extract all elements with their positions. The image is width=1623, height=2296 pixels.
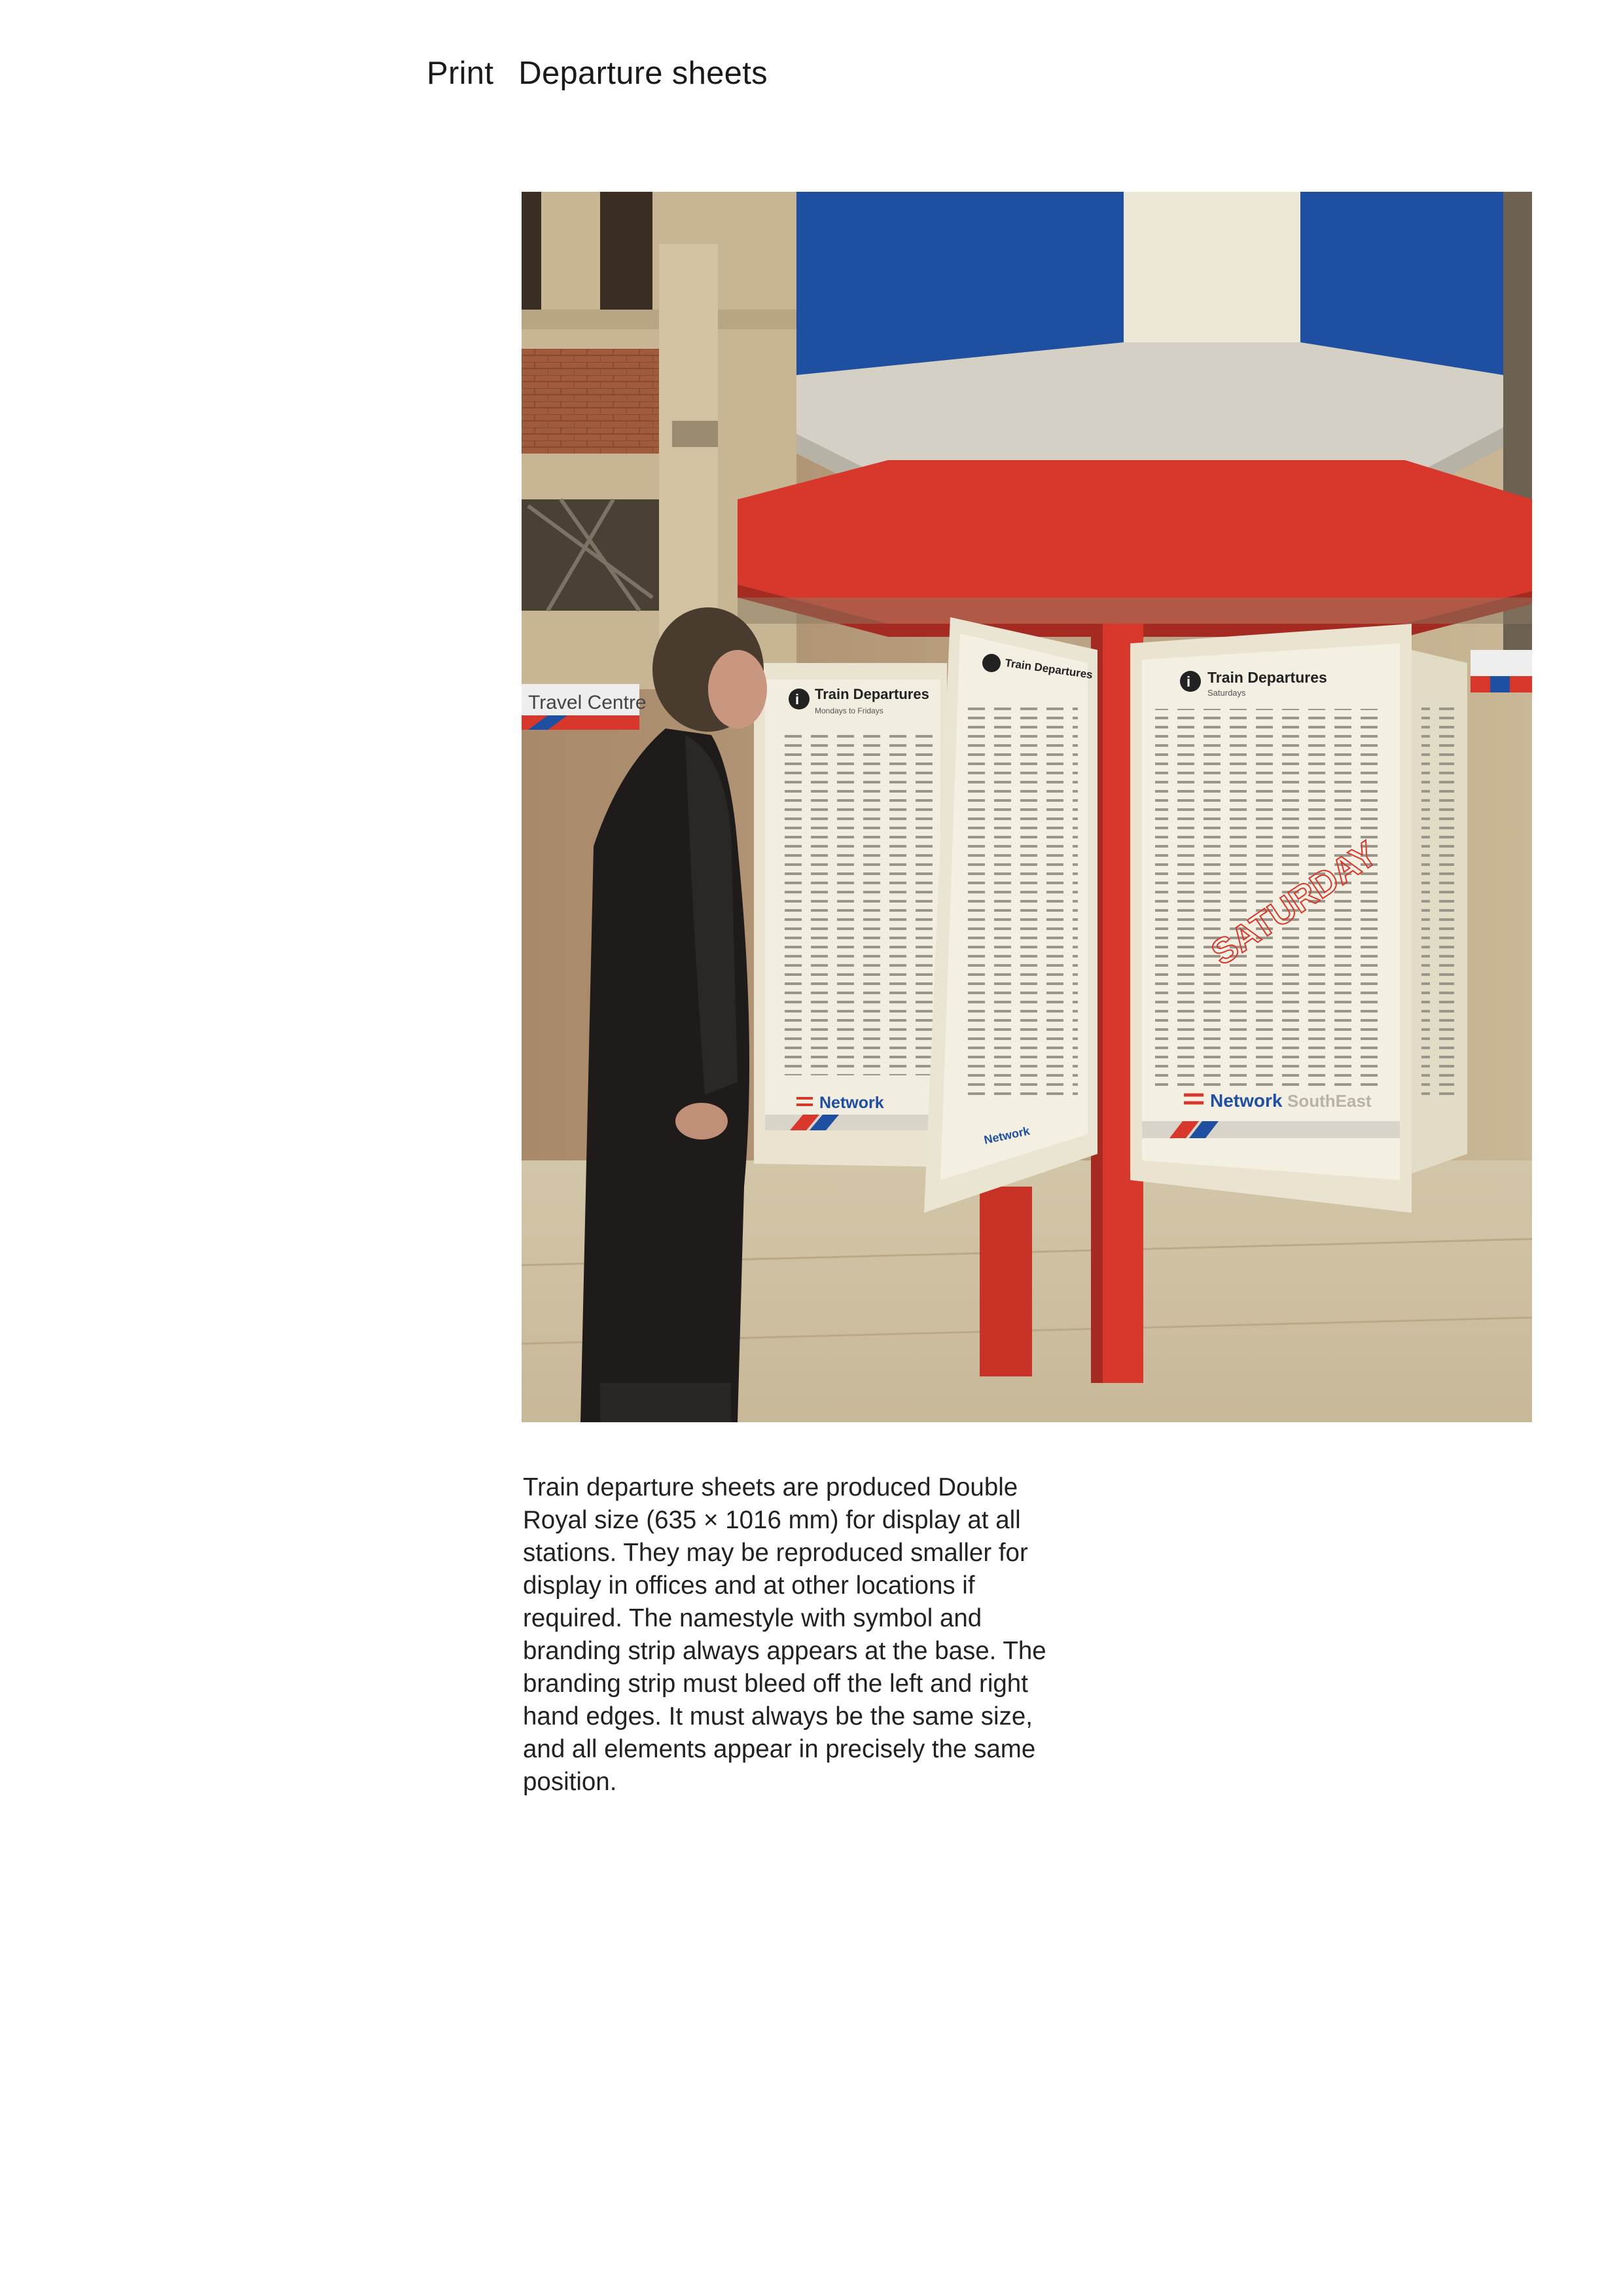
board-left-title: Train Departures	[815, 686, 929, 702]
station-photo-illustration	[522, 192, 1532, 1422]
brand-network-left: Network	[819, 1094, 884, 1112]
board-right-title: Train Departures	[1207, 669, 1327, 686]
page-header	[427, 55, 768, 92]
board-right-subtitle: Saturdays	[1207, 688, 1246, 698]
body-paragraph: Train departure sheets are produced Double Royal size (635 × 1016 mm) for display at all stations. They may be reproduced smaller for display in offices and at other locations if required. The namestyle with symbol and branding strip always appears at the base. The branding strip must bleed off the left and right hand edges. It must always be the same size, and all elements appear in precisely the same position.	[523, 1473, 1046, 1796]
board-mid-title: Train Departures	[1004, 656, 1094, 681]
section-label: Print	[427, 56, 494, 91]
travel-centre-sign: Travel Centre	[528, 692, 647, 713]
page-title: Departure sheets	[518, 56, 768, 91]
board-left-subtitle: Mondays to Fridays	[815, 706, 883, 715]
station-photo	[522, 192, 1532, 1422]
saturday-stamp: SATURDAY	[1204, 834, 1385, 973]
info-glyph-left: i	[795, 691, 800, 708]
brand-network-mid: Network	[982, 1124, 1031, 1147]
brand-network-right: Network	[1210, 1090, 1283, 1111]
info-glyph-right: i	[1186, 673, 1191, 690]
brand-southeast-right: SouthEast	[1287, 1091, 1372, 1111]
